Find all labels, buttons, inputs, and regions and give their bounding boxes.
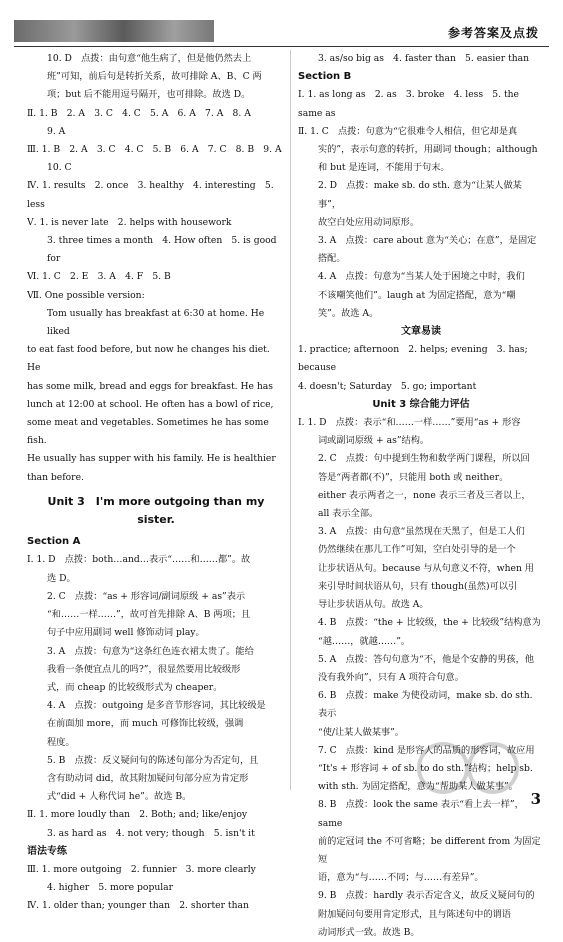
right-text-line: 和 but 是连词，不能用于句末。 — [318, 162, 450, 174]
right-text-line: 文章易读 — [401, 326, 441, 338]
left-text-line: Ⅲ. 1. more outgoing 2. funnier 3. more clearly — [27, 863, 256, 875]
left-text-line: 4. higher 5. more popular — [47, 882, 174, 894]
left-text-line: than before. — [27, 471, 84, 483]
right-text-line: 词或副词原级 + as”结构。 — [318, 435, 430, 447]
right-text-line: 仍然继续在那儿工作”可知，空白处引导的是一个 — [318, 544, 516, 556]
right-text-line: “越……，就越……”。 — [318, 635, 411, 647]
right-text-line: 4. A 点拨：句意为“当某人处于困境之中时，我们 — [318, 271, 525, 283]
left-text-line: 10. D 点拨：由句意“他生病了，但是他仍然去上 — [47, 53, 252, 64]
left-text-line: Ⅶ. One possible version: — [27, 289, 145, 301]
left-text-line: 3. as hard as 4. not very; though 5. isn't it — [47, 827, 255, 839]
right-text-line: 实的”，表示句意的转折，用副词 though；although — [318, 144, 538, 156]
left-text-line: Ⅳ. 1. older than; younger than 2. shorter than — [27, 900, 249, 912]
left-text-line: 式，而 cheap 的比较级形式为 cheaper。 — [47, 681, 223, 693]
left-text-line: Ⅱ. 1. more loudly than 2. Both; and; like/enjoy — [27, 809, 248, 821]
left-text-line: He usually has supper with his family. He is healthier — [27, 453, 276, 465]
left-text-line: 5. B 点拨：反义疑问句的陈述句部分为否定句，且 — [47, 754, 259, 766]
header-rule — [14, 46, 549, 47]
right-text-line: Ⅰ. 1. D 点拨：表示“和……一样……”要用“as + 形容 — [298, 417, 521, 429]
left-text-line: 10. C — [47, 162, 72, 174]
right-text-line: 5. A 点拨：答句句意为“不，他是个安静的男孩，他 — [318, 653, 534, 665]
left-text-line: has some milk, bread and eggs for breakfast. He has — [27, 380, 273, 392]
right-text-line: 答是“两者都(不)”，只能用 both 或 neither。 — [318, 471, 509, 483]
left-text-line: 我看一条便宜点儿的吗?”，很显然要用比较级形 — [47, 663, 241, 675]
right-text-line: Ⅱ. 1. C 点拨：句意为“它很难令人相信，但它却是真 — [298, 125, 518, 137]
left-text-line: 9. A — [47, 125, 66, 137]
right-text-line: 没有我外向”，只有 A 项符合句意。 — [318, 671, 464, 683]
left-text-line: 式“did + 人称代词 he”。故选 B。 — [47, 791, 192, 803]
left-text-line: Ⅴ. 1. is never late 2. helps with housework — [27, 216, 232, 228]
left-column — [27, 50, 285, 916]
left-text-line: Ⅲ. 1. B 2. A 3. C 4. C 5. B 6. A 7. C 8. B 9. A — [27, 144, 282, 156]
right-text-line: 2. D 点拨：make sb. do sth. 意为“让某人做某事”， — [318, 180, 522, 210]
left-text-line: lunch at 12:00 at school. He often has a bowl of rice, — [27, 398, 274, 410]
left-text-line: 3. three times a month 4. How often 5. is good for — [47, 235, 277, 265]
right-text-line: either 表示两者之一，none 表示三者及三者以上， — [318, 489, 531, 501]
right-text-line: 语，意为“与……不同；与……有差异”。 — [318, 872, 484, 884]
right-text-line: with sth. 为固定搭配，意为“帮助某人做某事”。 — [318, 781, 518, 793]
left-text-line: 在前面加 more，而 much 可修饰比较级，强调 — [47, 718, 244, 730]
column-divider — [290, 50, 291, 790]
left-text-line: Unit 3 I'm more outgoing than my sister. — [47, 494, 265, 527]
left-text-line: 4. A 点拨：outgoing 是多音节形容词，其比较级是 — [47, 700, 266, 712]
right-text-line: 6. B 点拨：make 为使役动词，make sb. do sth. 表示 — [318, 690, 533, 720]
left-text-line: to eat fast food before, but now he changes his diet. He — [27, 344, 270, 374]
watermark-logo — [413, 738, 523, 798]
left-text-line: 班”可知，前后句是转折关系，故可排除 A、B、C 两 — [47, 71, 262, 83]
right-text-line: 导让步状语从句。故选 A。 — [318, 599, 429, 611]
left-text-line: Ⅱ. 1. B 2. A 3. C 4. C 5. A 6. A 7. A 8. A — [27, 107, 251, 119]
header-decoration-image — [14, 20, 214, 42]
left-text-line: some meat and vegetables. Sometimes he has some fish. — [27, 417, 269, 447]
right-text-line: 9. B 点拨：hardly 表示否定含义，故反义疑问句的 — [318, 890, 535, 902]
right-text-line: 笑”。故选 A。 — [318, 307, 379, 319]
right-text-line: “使/让某人做某事”。 — [318, 726, 404, 738]
right-text-line: Section B — [298, 71, 352, 83]
left-text-line: 3. A 点拨：句意为“这条红色连衣裙太贵了。能给 — [47, 645, 254, 657]
left-text-line: Ⅰ. 1. D 点拨：both…and…表示“……和……都”。故 — [27, 554, 251, 566]
right-text-line: 来引导时间状语从句，只有 though(虽然)可以引 — [318, 580, 518, 592]
right-text-line: Ⅰ. 1. as long as 2. as 3. broke 4. less 5. the same as — [298, 89, 519, 119]
right-text-line: 1. practice; afternoon 2. helps; evening 3. has; because — [298, 344, 528, 374]
right-text-line: 故空白处应用动词原形。 — [318, 216, 420, 228]
right-column — [298, 50, 544, 942]
right-text-line: “It's + 形容词 + of sb. to do sth.”结构；help sb. — [318, 762, 533, 774]
right-text-line: 2. C 点拨：句中提到生物和数学两门课程，所以回 — [318, 453, 530, 465]
left-text-line: Section A — [27, 536, 81, 548]
header-title: 参考答案及点拨 — [447, 26, 539, 40]
page-header — [14, 18, 549, 46]
right-text-line: 3. as/so big as 4. faster than 5. easier than — [318, 53, 530, 64]
left-text-line: Ⅵ. 1. C 2. E 3. A 4. F 5. B — [27, 271, 171, 283]
left-text-line: Ⅳ. 1. results 2. once 3. healthy 4. interesting 5. less — [27, 180, 274, 210]
right-text-line: 让步状语从句。because 与从句意义不符，when 用 — [318, 562, 534, 574]
left-text-line: 2. C 点拨：“as + 形容词/副词原级 + as”表示 — [47, 590, 246, 602]
left-text-line: 句子中应用副词 well 修饰动词 play。 — [47, 627, 205, 639]
right-text-line: 4. B 点拨：“the + 比较级，the + 比较级”结构意为 — [318, 617, 541, 629]
left-text-line: 含有助动词 did，故其附加疑问句部分应为肯定形 — [47, 772, 249, 784]
right-text-line: 附加疑问句要用肯定形式，且与陈述句中的谓语 — [318, 908, 511, 920]
right-text-line: all 表示全部。 — [318, 508, 379, 520]
right-text-line: 不该嘲笑他们”。laugh at 为固定搭配，意为“嘲 — [318, 289, 516, 301]
left-text-line: “和……一样……”，故可首先排除 A、B 两项；且 — [47, 609, 251, 621]
right-text-line: 8. B 点拨：look the same 表示“看上去一样”，same — [318, 799, 524, 829]
right-text-line: 7. C 点拨：kind 是形容人的品质的形容词，故应用 — [318, 744, 535, 756]
left-text-line: 程度。 — [47, 736, 75, 748]
right-text-line: 动词形式一致。故选 B。 — [318, 926, 420, 938]
left-text-line: 选 D。 — [47, 572, 76, 584]
left-text-line: Tom usually has breakfast at 6:30 at home. He liked — [47, 307, 265, 338]
right-text-line: 3. A 点拨：care about 意为“关心；在意”，是固定 — [318, 235, 537, 247]
right-text-line: 搭配。 — [318, 253, 346, 265]
right-text-line: 3. A 点拨：由句意“虽然现在天黑了，但是工人们 — [318, 526, 525, 538]
left-text-line: 项；but 后不能用逗号隔开，也可排除。故选 D。 — [47, 89, 251, 101]
right-text-line: 4. doesn't; Saturday 5. go; important — [298, 380, 477, 392]
left-text-line: 语法专练 — [27, 845, 67, 857]
right-text-line: 前的定冠词 the 不可省略；be different from 为固定短 — [318, 835, 541, 865]
page-number: 3 — [530, 790, 541, 808]
right-text-line: Unit 3 综合能力评估 — [372, 398, 470, 410]
